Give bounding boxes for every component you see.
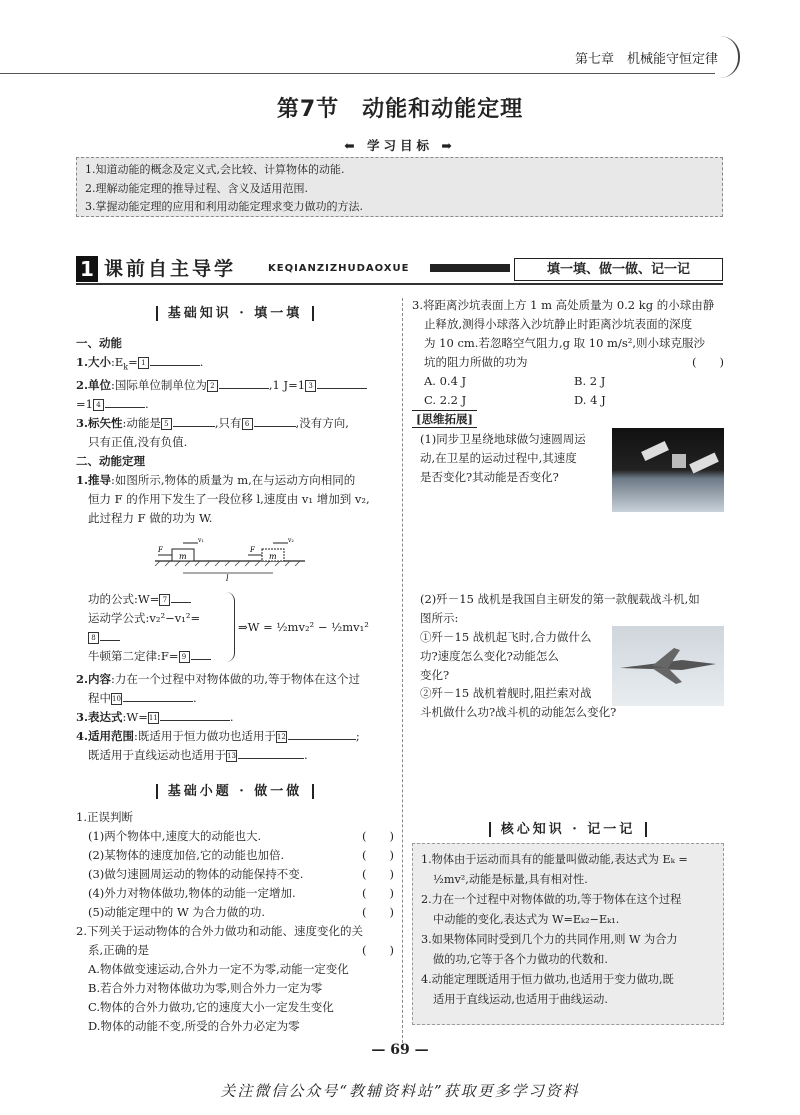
left-column-text xyxy=(76,334,396,528)
content-line-2: 程中10 . xyxy=(88,691,197,705)
section-bar-accent xyxy=(430,264,510,272)
section-rule xyxy=(76,283,723,285)
expand-q2a xyxy=(420,628,610,685)
column-divider xyxy=(402,298,403,1043)
expand-q2b-line: 斗机做什么功?战斗机的动能怎么变化? xyxy=(420,705,617,719)
expand-q1-line: 是否变化?其动能是否变化? xyxy=(420,470,559,484)
formula-block xyxy=(88,590,238,666)
practice-questions xyxy=(76,808,394,1036)
expr-line: 3.表达式:W=11 . xyxy=(76,710,234,724)
svg-text:v₁: v₁ xyxy=(198,537,204,544)
kinematic-blank: 8 xyxy=(88,628,238,647)
scope-line-2: 既适用于直线运动也适用于13 . xyxy=(88,748,308,762)
q3-option: C. 2.2 J xyxy=(424,393,467,407)
section-title: 课前自主导学 xyxy=(104,258,237,280)
scalar-line: 3.标矢性:动能是 5 ,只有 6 ,没有方向, xyxy=(76,416,349,431)
basic-practice-heading: 基础小题 · 做一做 xyxy=(76,780,394,799)
judgement-item: (1)两个物体中,速度大的动能也大. ( ) xyxy=(88,829,394,843)
q3-options-row xyxy=(412,372,724,391)
svg-text:v₂: v₂ xyxy=(288,537,294,544)
q3-option: B. 2 J xyxy=(574,374,606,388)
theorem-result: ⇒W = ½mv₂² − ½mv₁² xyxy=(238,620,369,634)
expand-q2b xyxy=(420,684,724,722)
judgement-item: (4)外力对物体做功,物体的动能一定增加. ( ) xyxy=(88,886,394,900)
kinematic-formula: 运动学公式:v₂²−v₁²= xyxy=(88,611,201,625)
header-curve xyxy=(718,36,740,78)
goals-heading: ⬅ 学习目标 ➡ xyxy=(344,138,456,153)
goals-box xyxy=(76,157,723,217)
judgement-item: (2)某物体的速度加倍,它的动能也加倍. ( ) xyxy=(88,848,394,862)
satellite-image xyxy=(612,428,724,512)
goal-item: 3.掌握动能定理的应用和利用动能定理求变力做功的方法. xyxy=(85,200,363,213)
expand-q2b-line: ②歼－15 战机着舰时,阻拦索对战 xyxy=(420,686,592,700)
expand-q1-line: 动,在卫星的运动过程中,其速度 xyxy=(420,451,577,465)
page-title: 第7节 动能和动能定理 xyxy=(276,97,524,122)
goal-item: 2.理解动能定理的推导过程、含义及适用范围. xyxy=(85,181,308,195)
core-knowledge-box xyxy=(412,843,724,1025)
heading-theorem: 二、动能定理 xyxy=(76,454,145,469)
q2-line-2: 系,正确的是 ( ) xyxy=(88,943,394,957)
expand-q1 xyxy=(420,430,610,487)
q2-option: B.若合外力对物体做功为零,则合外力一定为零 xyxy=(88,981,323,995)
core-line: 3.如果物体同时受到几个力的共同作用,则 W 为合力 xyxy=(421,933,678,946)
core-line: 适用于直线运动,也适用于曲线运动. xyxy=(433,993,608,1006)
q3-line: 为 10 cm.若忽略空气阻力,g 取 10 m/s²,则小球克服沙 xyxy=(424,336,706,350)
q2-option: A.物体做变速运动,合外力一定不为零,动能一定变化 xyxy=(88,962,349,976)
svg-text:l: l xyxy=(226,574,229,583)
q3-option: D. 4 J xyxy=(574,393,606,407)
q3-option: A. 0.4 J xyxy=(424,374,467,388)
svg-text:m: m xyxy=(269,552,277,561)
svg-text:F: F xyxy=(158,546,163,554)
q3-line: 止释放,测得小球落入沙坑静止时距离沙坑表面的深度 xyxy=(424,317,693,331)
goal-item: 1.知道动能的概念及定义式,会比较、计算物体的动能. xyxy=(85,163,345,176)
expand-q2-line: (2)歼－15 战机是我国自主研发的第一款舰载战斗机,如 xyxy=(420,592,700,606)
core-line: 2.力在一个过程中对物体做的功,等于物体在这个过程 xyxy=(421,893,682,906)
svg-text:m: m xyxy=(179,552,187,561)
left-column-text-2 xyxy=(76,670,396,765)
expand-heading: [思维拓展] xyxy=(412,410,477,428)
content-line-1: 2.内容:力在一个过程中对物体做的功,等于物体在这个过 xyxy=(76,672,361,686)
basic-knowledge-heading: 基础知识 · 填一填 xyxy=(76,302,394,321)
core-line: 中动能的变化,表达式为 W=Eₖ₂−Eₖ₁. xyxy=(433,913,620,926)
core-line: 4.动能定理既适用于恒力做功,也适用于变力做功,既 xyxy=(421,973,674,986)
page-number: — 69 — xyxy=(371,1042,429,1058)
derive-line-3: 此过程力 F 做的功为 W. xyxy=(88,511,213,526)
work-formula: 功的公式:W= 7 xyxy=(88,590,238,609)
expand-q2a-line: 功?速度怎么变化?动能怎么 xyxy=(420,649,559,663)
expand-q2 xyxy=(420,590,724,628)
svg-text:F: F xyxy=(250,546,255,554)
section-number: 1 xyxy=(76,256,98,282)
block-diagram xyxy=(150,533,310,583)
derive-line-2: 恒力 F 的作用下发生了一段位移 l,速度由 v₁ 增加到 v₂, xyxy=(88,492,370,507)
q3-block xyxy=(412,296,724,410)
derive-line-1: 1.推导:如图所示,物体的质量为 m,在与运动方向相同的 xyxy=(76,473,356,488)
q3-line: 坑的阻力所做的功为 ( ) xyxy=(424,355,724,369)
core-knowledge-heading: 核心知识 · 记一记 xyxy=(412,818,724,837)
expand-q1-line: (1)同步卫星绕地球做匀速圆周运 xyxy=(420,432,586,446)
q2-option: C.物体的合外力做功,它的速度大小一定发生变化 xyxy=(88,1000,334,1014)
q3-options-row xyxy=(412,391,724,410)
section-pinyin: KEQIANZIZHUDAOXUE xyxy=(268,263,410,274)
formula-brace xyxy=(226,592,235,662)
q3-line: 3.将距离沙坑表面上方 1 m 高处质量为 0.2 kg 的小球由静 xyxy=(412,298,715,312)
core-line: 做的功,它等于各个力做功的代数和. xyxy=(433,953,608,966)
chapter-header: 第七章 机械能守恒定律 xyxy=(574,52,718,67)
expand-q2-line: 图所示: xyxy=(420,611,459,625)
footer-note: 关注微信公众号“教辅资料站”获取更多学习资料 xyxy=(220,1082,580,1100)
expand-q2a-line: ①歼－15 战机起飞时,合力做什么 xyxy=(420,630,592,644)
heading-kinetic-energy: 一、动能 xyxy=(76,336,122,350)
section-tag: 填一填、做一做、记一记 xyxy=(514,258,723,281)
size-line: 1.大小$:E_k= 1$ . xyxy=(76,355,204,372)
newton-formula: 牛顿第二定律:F= 9 xyxy=(88,647,238,666)
q2-option: D.物体的动能不变,所受的合外力必定为零 xyxy=(88,1019,300,1033)
core-line: ½mv²,动能是标量,具有相对性. xyxy=(433,873,588,886)
expand-q2a-line: 变化? xyxy=(420,668,450,682)
unit-line-2: =1 4 . xyxy=(76,397,149,412)
judgement-item: (3)做匀速圆周运动的物体的动能保持不变. ( ) xyxy=(88,867,394,881)
q2-line-1: 2.下列关于运动物体的合外力做功和动能、速度变化的关 xyxy=(76,924,363,938)
scope-line-1: 4.适用范围:既适用于恒力做功也适用于12 ; xyxy=(76,729,360,743)
header-rule xyxy=(0,73,715,74)
q1-title: 1.正误判断 xyxy=(76,810,133,824)
scalar-line-2: 只有正值,没有负值. xyxy=(88,435,188,450)
unit-line: 2.单位:国际单位制单位为 2 ,1 J=1 3 xyxy=(76,376,396,395)
judgement-item: (5)动能定理中的 W 为合力做的功. ( ) xyxy=(88,905,394,919)
core-line: 1.物体由于运动而具有的能量叫做动能,表达式为 Eₖ = xyxy=(421,853,688,866)
